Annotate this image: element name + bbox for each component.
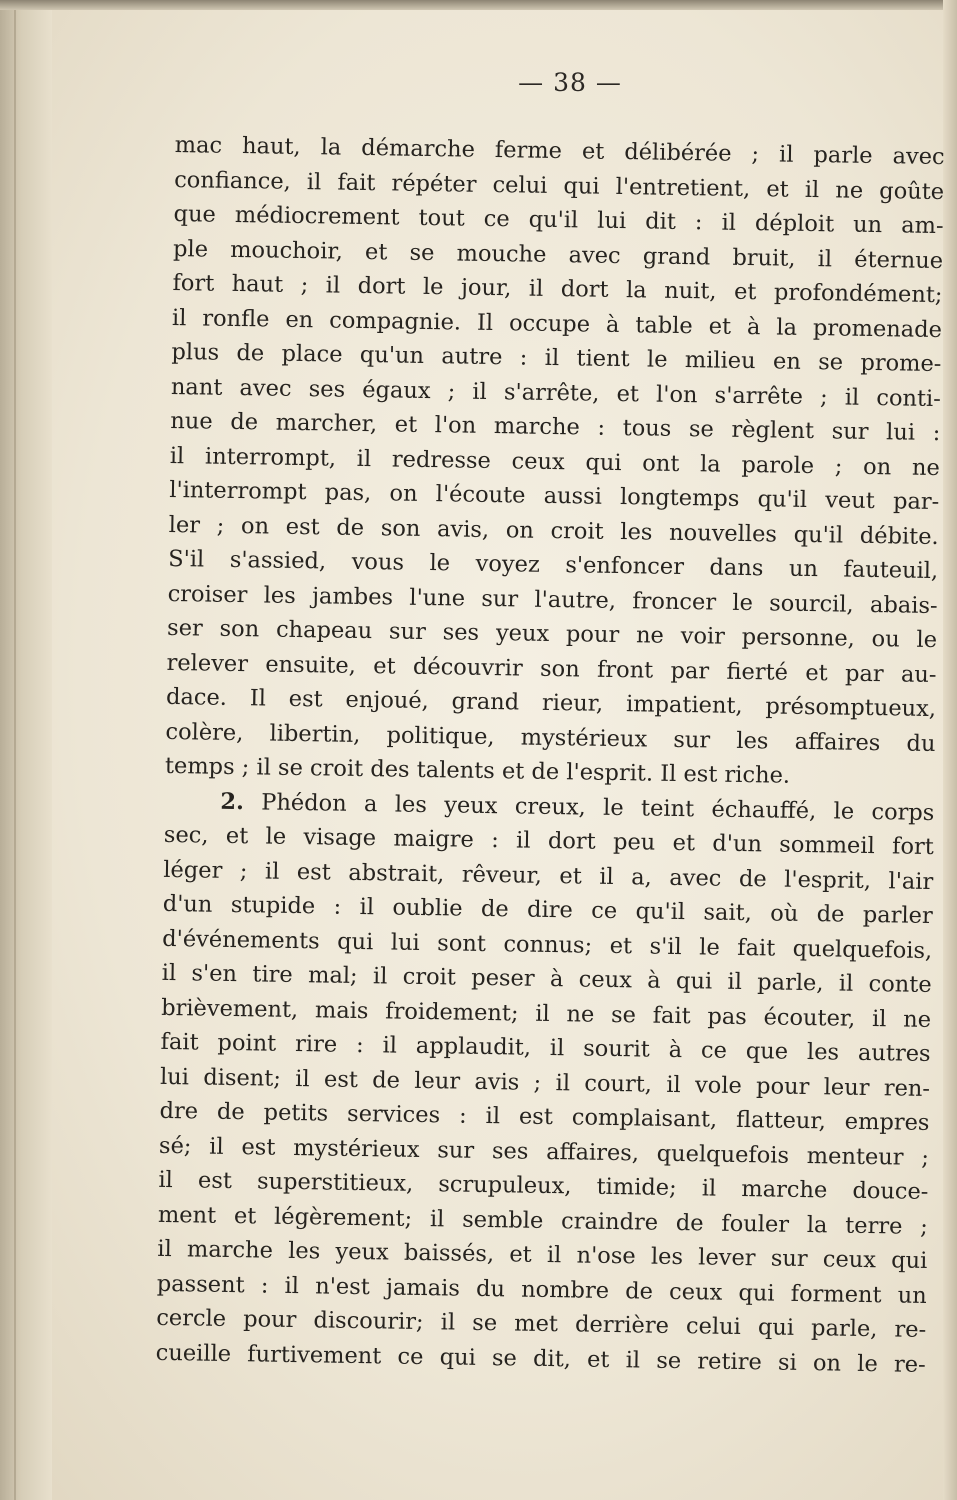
text-line: ple mouchoir, et se mouche avec grand bruit, il éternue: [172, 235, 944, 274]
text-line: brièvement, mais froidement; il ne se fait pas écouter, il ne: [160, 994, 932, 1033]
text-line: il s'en tire mal; il croit peser à ceux à qui il parle, il conte: [161, 959, 932, 998]
text-line: colère, libertin, politique, mystérieux sur les affaires du: [165, 718, 936, 757]
text-line: cercle pour discourir; il se met derrière celui qui parle, re-: [156, 1304, 927, 1343]
text-line: il interrompt, il redresse ceux qui ont la parole ; on ne: [169, 442, 940, 481]
text-line: dace. Il est enjoué, grand rieur, impatient, présomptueux,: [165, 683, 937, 723]
text-line: temps ; il se croit des talents et de l'esprit. Il est riche.: [164, 752, 791, 789]
book-spine-shadow: [0, 0, 52, 1500]
text-line: nue de marcher, et l'on marche : tous se règlent sur lui :: [170, 407, 941, 447]
text-line: passent : il n'est jamais du nombre de ceux qui forment un: [156, 1270, 927, 1309]
text-line: cueille furtivement ce qui se dit, et il se retire si on le re-: [155, 1339, 926, 1378]
page-top-edge: [0, 0, 957, 10]
text-line: il marche les yeux baissés, et il n'ose les lever sur ceux qui: [157, 1235, 928, 1274]
text-line: léger ; il est abstrait, rêveur, et il a, avec de l'esprit, l'air: [163, 856, 934, 895]
body-text: [155, 128, 944, 1382]
text-line: d'événements qui lui sont connus; et s'il le fait quelquefois,: [162, 925, 933, 964]
text-line: ler ; on est de son avis, on croit les nouvelles qu'il débite.: [168, 511, 939, 550]
text-line: sé; il est mystérieux sur ses affaires, quelquefois menteur ;: [158, 1132, 930, 1171]
text-line: sec, et le visage maigre : il dort peu et d'un sommeil fort: [163, 821, 935, 861]
paragraph-number: 2.: [220, 788, 245, 815]
text-line: fort haut ; il dort le jour, il dort la nuit, et profondément;: [172, 269, 943, 309]
text-line: croiser les jambes l'une sur l'autre, froncer le sourcil, abais-: [167, 580, 938, 619]
text-line: confiance, il fait répéter celui qui l'entretient, et il ne goûte: [173, 166, 945, 205]
text-line: S'il s'assied, vous le voyez s'enfoncer dans un fauteuil,: [168, 545, 939, 585]
paragraph-2-text: Phédon a les yeux creux, le teint échauffé, le corps: [261, 788, 935, 826]
text-line: il ronfle en compagnie. Il occupe à table et à la promenade: [171, 304, 943, 343]
page-number: — 38 —: [518, 68, 622, 97]
page-right-edge: [943, 0, 957, 1500]
text-line: relever ensuite, et découvrir son front par fierté et par au-: [166, 649, 937, 688]
text-line: lui disent; il est de leur avis ; il court, il vole pour leur ren-: [159, 1063, 931, 1102]
text-line: que médiocrement tout ce qu'il lui dit : il déploit un am-: [173, 200, 944, 240]
text-line: d'un stupide : il oublie de dire ce qu'il sait, où de parler: [162, 890, 933, 929]
text-line: dre de petits services : il est complaisant, flatteur, empres: [159, 1097, 930, 1136]
text-line: fait point rire : il applaudit, il sourit à ce que les autres: [160, 1028, 931, 1067]
text-line: plus de place qu'un autre : il tient le milieu en se prome-: [171, 338, 942, 378]
text-line: ment et légèrement; il semble craindre de fouler la terre ;: [157, 1201, 929, 1240]
text-line: l'interrompt pas, on l'écoute aussi longtemps qu'il veut par-: [169, 476, 940, 516]
text-line: nant avec ses égaux ; il s'arrête, et l'on s'arrête ; il conti-: [170, 373, 942, 412]
gutter-line: [14, 0, 16, 1500]
text-line: ser son chapeau sur ses yeux pour ne voir personne, ou le: [166, 614, 938, 654]
text-line: mac haut, la démarche ferme et délibérée ; il parle avec: [174, 131, 945, 171]
text-line: il est superstitieux, scrupuleux, timide; il marche douce-: [158, 1166, 929, 1205]
